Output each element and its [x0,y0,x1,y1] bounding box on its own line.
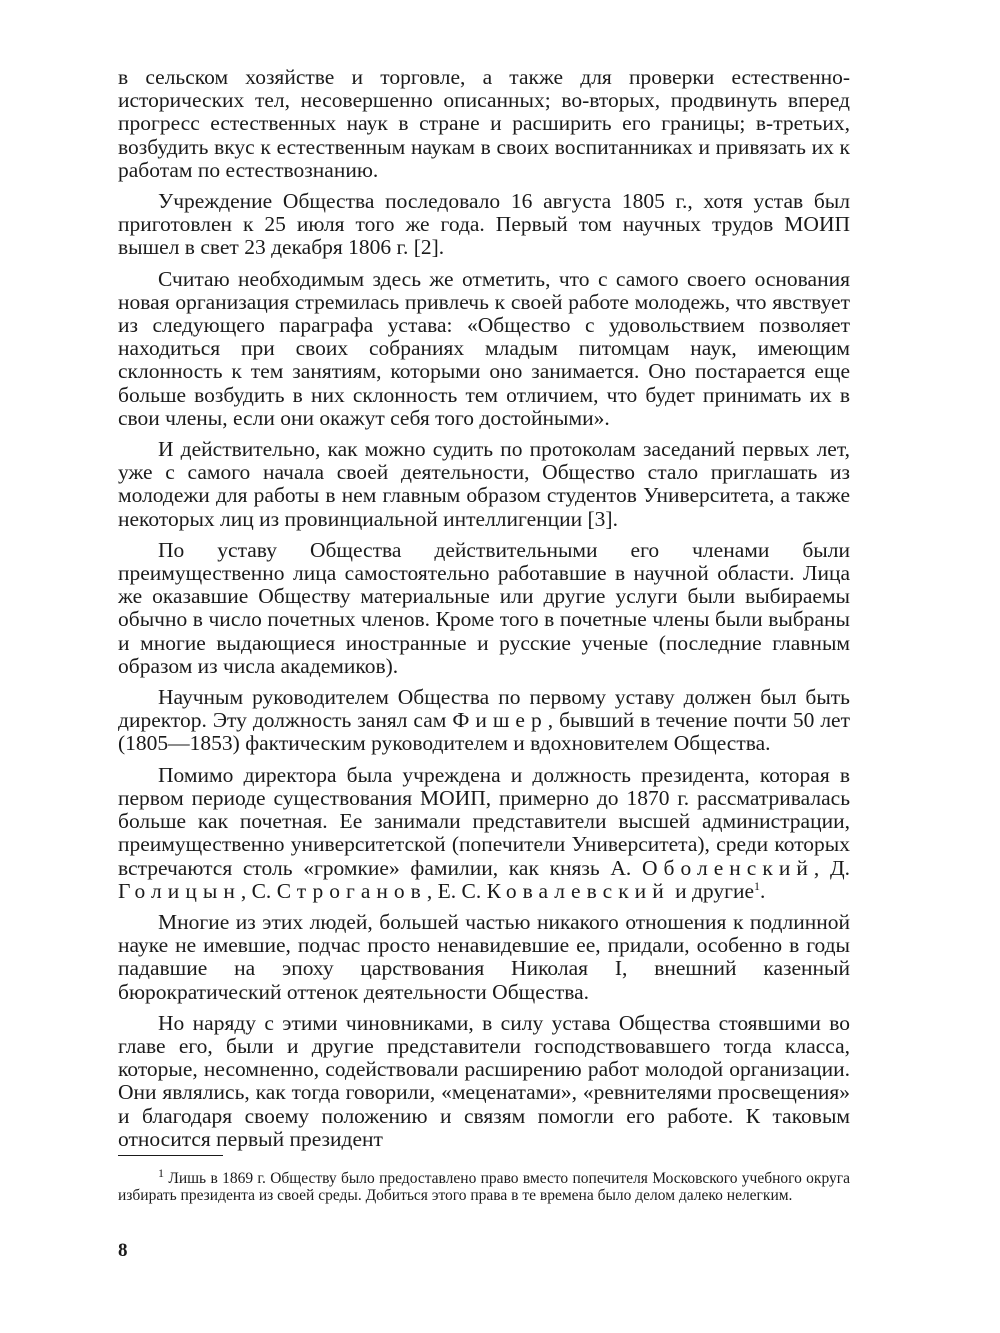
person-name-kovalevsky: Ковалевский [486,878,670,903]
footnote [118,1165,850,1204]
person-name-obolensky: Оболенский [641,855,814,880]
paragraph-8: Многие из этих людей, большей частью никакого отношения к подлинной науке не имевшие, подчас просто ненавидевшие ее, придали, особенно в годы падавшие на эпоху царствования Николая I, внешний казенный бюрократический оттенок деятельности Общества. [118,909,850,1004]
footnote-reference[interactable]: 1 [754,878,761,893]
paragraph-2: Учреждение Общества последовало 16 августа 1805 г., хотя устав был приготовлен к 25 июля того же года. Первый том научных трудов МОИП вышел в свет 23 декабря 1806 г. [2]. [118,189,850,260]
page-body [118,66,850,1159]
paragraph-7-text: Помимо директора была учреждена и должность президента, которая в первом периоде существования МОИП, примерно до 1870 г. рассматривалась больше как почетная. Ее занимали представители высшей администрации, преимущественно университетской (попечители Университета), среди которых встречаются столь «громкие» фамилии, как князь А. [118,762,850,880]
footnote-text: Лишь в 1869 г. Обществу было предоставлено право вместо попечителя Московского учебного округа избирать президента из своей среды. Добиться этого права в те времена было делом далеко нелегким. [118,1170,850,1204]
person-name-fischer: Фишер [452,708,548,733]
paragraph-7-separator-1: , Д. [813,855,850,880]
page-number: 8 [118,1240,128,1261]
paragraph-9: Но наряду с этими чиновниками, в силу устава Общества стоявшими во главе его, были и другие представители господствовавшего тогда класса, которые, несомненно, содействовали расширению работ молодой организации. Они являлись, как тогда говорили, «меценатами», «ревнителями просвещения» и благодаря своему положению и связям помогли его работе. К таковым относится первый президент [118,1010,850,1151]
paragraph-7-text-end: и другие [669,878,755,903]
paragraph-7 [118,764,850,903]
paragraph-7-separator-2: , С. [240,878,277,903]
footnote-mark: 1 [158,1165,164,1180]
person-name-golitsyn: Голицын [118,878,241,903]
paragraph-6-text: Научным руководителем Общества по первому уставу должен был быть директор. Эту должность занял сам [118,685,850,733]
paragraph-5: По уставу Общества действительными его членами были преимущественно лица самостоятельно работавшие в научной области. Лица же оказавшие Обществу материальные или другие услуги были выбираемы обычно в число почетных членов. Кроме того в почетные члены были выбраны и многие выдающиеся иностранные и русские ученые (последние главным образом из числа академиков). [118,537,850,678]
paragraph-1: в сельском хозяйстве и торговле, а также для проверки естественно-исторических тел, несовершенно описанных; во-вторых, продвинуть вперед прогресс естественных наук в стране и расширить его границы; в-третьих, возбудить вкус к естественным наукам в своих воспитанниках и привязать их к работам по естествознанию. [118,65,850,182]
paragraph-7-period: . [760,878,766,903]
paragraph-4: И действительно, как можно судить по протоколам заседаний первых лет, уже с самого начала своей деятельности, Общество стало приглашать из молодежи для работы в нем главным образом студентов Университета, а также некоторых лиц из провинциальной интеллигенции [3]. [118,437,850,531]
paragraph-6-text-end: , бывший в течение почти 50 лет (1805—1853) фактическим руководителем и вдохновителем Общества. [118,708,850,756]
person-name-stroganov: Строганов [276,878,427,903]
footnote-divider [118,1155,223,1156]
paragraph-6 [118,686,850,756]
paragraph-3: Считаю необходимым здесь же отметить, что с самого своего основания новая организация стремилась привлечь к своей работе молодежь, что явствует из следующего параграфа устава: «Общество с удовольствием позволяет находиться при своих собраниях младым питомцам наук, имеющим склонность к тем занятиям, которыми оно занимается. Оно постарается еще больше возбудить в них склонность тем отличием, что будет принимать их в свои члены, если они окажут себя того достойными». [118,266,850,430]
paragraph-7-separator-3: , Е. С. [426,878,487,903]
